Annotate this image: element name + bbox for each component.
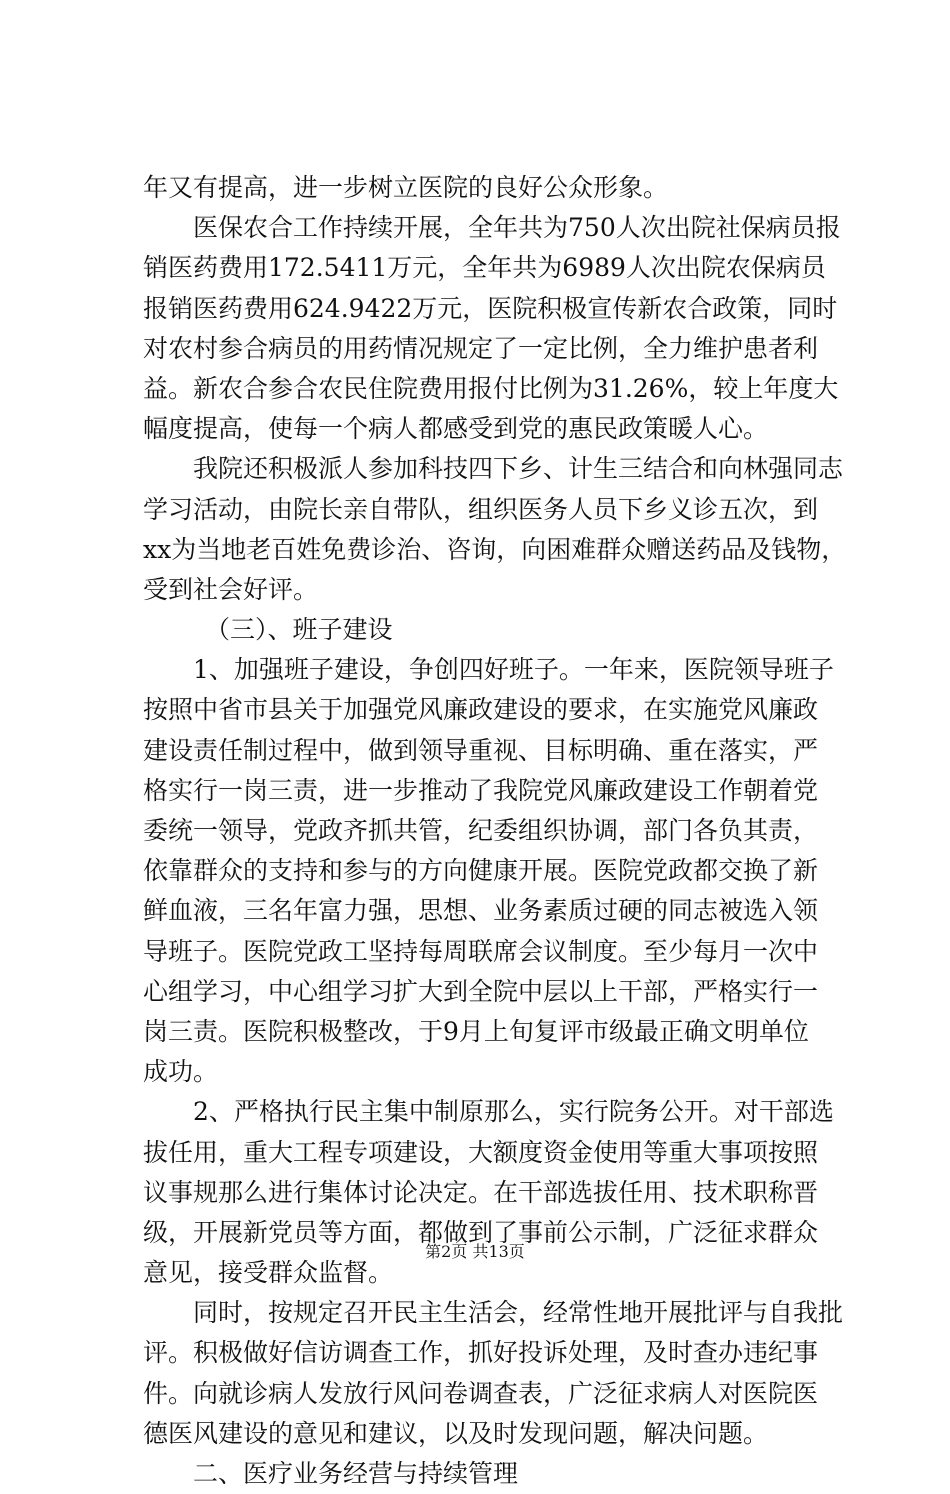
page-number-footer: 第2页 共13页: [425, 1242, 525, 1261]
text-line: 益。新农合参合农民住院费用报付比例为31.26%，较上年度大: [143, 373, 839, 403]
text-line: 学习活动，由院长亲自带队，组织医务人员下乡义诊五次，到: [143, 494, 819, 524]
text-line: 心组学习，中心组学习扩大到全院中层以上干部，严格实行一: [143, 976, 819, 1006]
text-line: 级，开展新党员等方面，都做到了事前公示制，广泛征求群众: [143, 1217, 819, 1247]
text-line: 鲜血液，三名年富力强，思想、业务素质过硬的同志被选入领: [143, 896, 819, 926]
text-line: 受到社会好评。: [143, 574, 319, 604]
text-line: 建设责任制过程中，做到领导重视、目标明确、重在落实，严: [143, 735, 819, 765]
text-line: 我院还积极派人参加科技四下乡、计生三结合和向林强同志: [193, 454, 844, 484]
text-line: 同时，按规定召开民主生活会，经常性地开展批评与自我批: [193, 1298, 844, 1328]
section-heading: 二、医疗业务经营与持续管理: [193, 1459, 519, 1488]
text-line: 意见，接受群众监督。: [143, 1258, 394, 1288]
text-line: 医保农合工作持续开展，全年共为750人次出院社保病员报: [193, 213, 841, 243]
text-line: 幅度提高，使每一个病人都感受到党的惠民政策暖人心。: [143, 414, 769, 444]
text-line: 件。向就诊病人发放行风问卷调查表，广泛征求病人对医院医: [143, 1378, 819, 1408]
text-line: 拔任用，重大工程专项建设，大额度资金使用等重大事项按照: [143, 1137, 819, 1167]
text-line: 议事规那么进行集体讨论决定。在干部选拔任用、技术职称晋: [143, 1177, 819, 1207]
text-line: 报销医药费用624.9422万元，医院积极宣传新农合政策，同时: [143, 293, 838, 323]
document-body: [143, 168, 847, 1494]
text-line: 按照中省市县关于加强党风廉政建设的要求，在实施党风廉政: [143, 695, 819, 725]
text-line: 导班子。医院党政工坚持每周联席会议制度。至少每月一次中: [143, 936, 819, 966]
text-line: 2、严格执行民主集中制原那么，实行院务公开。对干部选: [193, 1097, 834, 1127]
text-line: 委统一领导，党政齐抓共管，纪委组织协调，部门各负其责，: [143, 816, 819, 845]
text-line: 成功。: [143, 1057, 219, 1087]
text-line: 销医药费用172.5411万元，全年共为6989人次出院农保病员: [143, 253, 826, 283]
text-line: 岗三责。医院积极整改，于9月上旬复评市级最正确文明单位: [143, 1016, 809, 1046]
text-line: 评。积极做好信访调查工作，抓好投诉处理，及时查办违纪事: [143, 1338, 819, 1368]
text-line: xx为当地老百姓免费诊治、咨询，向困难群众赠送药品及钱物，: [143, 534, 847, 564]
text-line: 德医风建设的意见和建议，以及时发现问题，解决问题。: [143, 1418, 769, 1448]
text-line: 依靠群众的支持和参与的方向健康开展。医院党政都交换了新: [143, 856, 819, 886]
text-line: 格实行一岗三责，进一步推动了我院党风廉政建设工作朝着党: [143, 775, 819, 805]
text-line: 对农村参合病员的用药情况规定了一定比例，全力维护患者利: [143, 333, 819, 363]
section-heading: （三）、班子建设: [205, 615, 393, 645]
text-line: 年又有提高，进一步树立医院的良好公众形象。: [143, 173, 669, 202]
text-line: 1、加强班子建设，争创四好班子。一年来，医院领导班子: [193, 655, 834, 685]
